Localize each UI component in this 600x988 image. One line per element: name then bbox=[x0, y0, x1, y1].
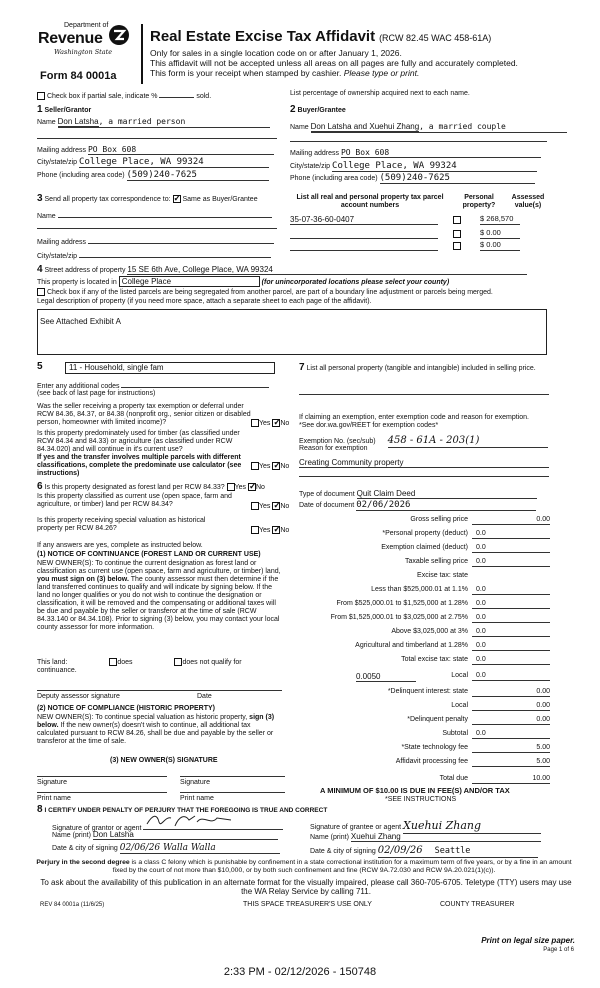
corr-city-row bbox=[37, 250, 271, 261]
dept-label: Department of bbox=[64, 22, 109, 29]
perjury-bold: Perjury in the second degree bbox=[36, 859, 130, 866]
notice2-text-a: NEW OWNER(S): To continue special valuation as historic property, bbox=[37, 714, 248, 721]
tax-row-value[interactable]: 0.00 bbox=[472, 716, 550, 725]
exemption-no-checkbox[interactable] bbox=[272, 419, 280, 427]
yes-label: Yes bbox=[259, 526, 271, 534]
land-does-not-checkbox[interactable] bbox=[174, 658, 182, 666]
grantee-sig-label: Signature of grantee or agent bbox=[310, 824, 402, 831]
seller-city-label: City/state/zip bbox=[37, 159, 78, 166]
header-line2: This affidavit will not be accepted unless all areas on all pages are fully and accurately completed. bbox=[150, 58, 518, 68]
historic-no-checkbox[interactable] bbox=[272, 526, 280, 534]
correspondence-num: 3 bbox=[37, 193, 43, 204]
notice2-text-c: If the new owner(s) doesn't wish to continue, all additional tax calculated pursuant to RCW 84.26, shall be due and payable by the seller or transferor at the time of sale. bbox=[37, 722, 274, 746]
form-number: Form 84 0001a bbox=[40, 70, 117, 82]
correspondence-row bbox=[37, 193, 258, 205]
tax-row-label: Total excise tax: state bbox=[401, 656, 468, 663]
grantor-name-value[interactable]: Don Latsha bbox=[93, 830, 278, 840]
buyer-mail-row bbox=[290, 148, 541, 158]
no-label: No bbox=[256, 484, 265, 491]
segregated-label: Check box if any of the listed parcels are being segregated from another parcel, are part of a boundary line adjustment or parcels being merged. bbox=[46, 288, 493, 296]
certify-num: 8 bbox=[37, 804, 43, 815]
local-rate-value[interactable]: 0.0050 bbox=[356, 672, 416, 682]
buyer-name-value: Don Latsha and Xuehui Zhang bbox=[310, 122, 420, 131]
timber-no-checkbox[interactable] bbox=[272, 462, 280, 470]
buyer-phone-row bbox=[290, 173, 535, 184]
doc-date-row bbox=[299, 500, 536, 511]
tax-row-value[interactable]: 0.0 bbox=[472, 642, 550, 651]
deputy-signature-label: Deputy assessor signature bbox=[37, 693, 120, 700]
notice3-title: (3) NEW OWNER(S) SIGNATURE bbox=[110, 757, 218, 764]
timber-question bbox=[37, 430, 290, 478]
corr-mail-row bbox=[37, 236, 274, 247]
dept-name: Revenue bbox=[38, 30, 103, 47]
forest-yes-checkbox[interactable] bbox=[227, 483, 235, 491]
this-land-label: This land: bbox=[37, 658, 68, 666]
no-label: No bbox=[280, 419, 290, 427]
minimum-due-note: A MINIMUM OF $10.00 IS DUE IN FEE(S) AND/OR TAX bbox=[320, 786, 510, 795]
tax-row-label: Affidavit processing fee bbox=[395, 758, 468, 765]
certify-heading-text: I CERTIFY UNDER PENALTY OF PERJURY THAT THE FOREGOING IS TRUE AND CORRECT bbox=[44, 807, 328, 814]
street-num: 4 bbox=[37, 264, 43, 275]
assessed-value[interactable]: $ 0.00 bbox=[480, 229, 520, 239]
land-qualify-row bbox=[37, 658, 242, 667]
continuance-label: continuance. bbox=[37, 667, 77, 674]
notice1-title: (1) NOTICE OF CONTINUANCE (FOREST LAND OR CURRENT USE) bbox=[37, 551, 261, 558]
grantee-date-label: Date & city of signing bbox=[310, 848, 376, 855]
list-percentage-note: List percentage of ownership acquired next to each name. bbox=[290, 90, 470, 97]
tax-row-value[interactable]: 0.0 bbox=[472, 586, 550, 595]
seller-city-row bbox=[37, 157, 269, 168]
title-code: (RCW 82.45 WAC 458-61A) bbox=[379, 33, 492, 43]
notice2-body bbox=[37, 714, 282, 746]
corr-mail-label: Mailing address bbox=[37, 239, 87, 246]
partial-sale-row bbox=[37, 90, 211, 101]
grantor-sig-label: Signature of grantor or agent bbox=[52, 825, 142, 832]
timber-yes-checkbox[interactable] bbox=[251, 462, 259, 470]
title-text: Real Estate Excise Tax Affidavit bbox=[150, 28, 376, 45]
parcel-number[interactable] bbox=[290, 229, 438, 239]
tax-row-value[interactable]: 0.00 bbox=[472, 516, 550, 525]
seller-name-label: Name bbox=[37, 119, 56, 126]
personal-property-heading bbox=[299, 362, 549, 374]
timber-question-note: If yes and the transfer involves multiple parcels with different classifications, complete the predominate use calculator (see instructions) bbox=[37, 454, 242, 478]
notice2-title: (2) NOTICE OF COMPLIANCE (HISTORIC PROPERTY) bbox=[37, 705, 215, 712]
parcel-row bbox=[290, 215, 550, 226]
tax-row-label: Total due bbox=[439, 775, 468, 782]
yes-label: Yes bbox=[259, 502, 271, 510]
land-use-select[interactable]: 11 - Household, single fam bbox=[65, 362, 275, 374]
buyer-name-label: Name bbox=[290, 124, 309, 131]
tax-row-label: *Personal property (deduct) bbox=[382, 530, 468, 537]
notice1-text-a: NEW OWNER(S): To continue the current designation as forest land or classification as current use (open space, farm and agriculture, or timber) land, bbox=[37, 560, 281, 576]
current-use-no-checkbox[interactable] bbox=[272, 502, 280, 510]
forest-num: 6 bbox=[37, 481, 43, 492]
tax-row-value[interactable]: 0.00 bbox=[472, 688, 550, 697]
location-select[interactable]: College Place bbox=[119, 276, 260, 287]
tax-row-label: Excise tax: state bbox=[417, 572, 468, 579]
same-as-buyer-label: Same as Buyer/Grantee bbox=[182, 196, 258, 203]
grantee-city-value: Seattle bbox=[434, 846, 471, 856]
personal-prop-label: List all personal property (tangible and intangible) included in selling price. bbox=[306, 365, 536, 372]
grantor-date-label: Date & city of signing bbox=[52, 845, 118, 852]
corr-mail-field[interactable] bbox=[88, 236, 274, 244]
land-does-checkbox[interactable] bbox=[109, 658, 117, 666]
segregated-row bbox=[37, 288, 493, 297]
doc-date-value[interactable]: 02/06/2026 bbox=[356, 500, 536, 511]
assessed-value[interactable]: $ 0.00 bbox=[480, 241, 520, 251]
parcel-header: List all real and personal property tax parcel account numbers bbox=[296, 194, 444, 210]
exemption-yes-no bbox=[251, 419, 289, 428]
street-label: Street address of property bbox=[44, 267, 126, 274]
tax-row-value[interactable]: 0.0 bbox=[472, 544, 550, 553]
no-label: No bbox=[280, 502, 290, 510]
alt-format-notice: To ask about the availability of this publication in an alternate format for the visually impaired, please call 360-705-6705. Teletype (TTY) users may use the WA Relay Service by calling 711. bbox=[40, 878, 572, 897]
grantor-date-value[interactable]: 02/06/26 Walla Walla bbox=[120, 843, 280, 854]
historic-yes-checkbox[interactable] bbox=[251, 526, 259, 534]
tax-row-value[interactable]: 5.00 bbox=[472, 744, 550, 753]
seller-name-row bbox=[37, 117, 277, 128]
tax-row-label: *State technology fee bbox=[401, 744, 468, 751]
seller-mail-value[interactable]: PO Box 608 bbox=[88, 145, 274, 155]
reason-label: Reason for exemption bbox=[299, 445, 368, 452]
tax-row-label: Local bbox=[451, 702, 468, 709]
forest-question bbox=[37, 481, 287, 493]
tax-row-label: *Delinquent penalty bbox=[407, 716, 468, 723]
legal-description-value: See Attached Exhibit A bbox=[40, 317, 121, 326]
seller-name-line2 bbox=[37, 138, 277, 139]
seller-name-suffix: , a married person bbox=[98, 117, 186, 126]
buyer-num: 2 bbox=[290, 104, 296, 115]
no-label: No bbox=[280, 462, 290, 470]
owner-signature-line-2[interactable] bbox=[180, 776, 285, 777]
buyer-phone-value[interactable]: (509)240-7625 bbox=[380, 173, 535, 184]
tax-row-value[interactable]: 0.0 bbox=[472, 600, 550, 609]
notice2-text-b: sign (3) below. bbox=[37, 714, 275, 730]
no-label: No bbox=[280, 526, 290, 534]
exemption-yes-checkbox[interactable] bbox=[251, 419, 259, 427]
exemption-instr-b: *See dor.wa.gov/REET for exemption codes* bbox=[299, 422, 439, 430]
tax-row-value[interactable]: 0.00 bbox=[472, 702, 550, 711]
local-value[interactable]: 0.0 bbox=[472, 672, 550, 681]
legal-description-box[interactable] bbox=[37, 309, 547, 355]
print-name-label: Print name bbox=[37, 795, 71, 802]
tax-row-label: From $1,525,000.01 to $3,025,000 at 2.75% bbox=[330, 614, 468, 621]
treasurer-use-label: THIS SPACE TREASURER'S USE ONLY bbox=[243, 901, 372, 908]
buyer-city-label: City/state/zip bbox=[290, 163, 331, 170]
tax-row-label: Above $3,025,000 at 3% bbox=[391, 628, 468, 635]
tax-row-value[interactable]: 5.00 bbox=[472, 758, 550, 767]
buyer-city-value[interactable]: College Place, WA 99324 bbox=[332, 161, 537, 172]
tax-row-label: Agricultural and timberland at 1.28% bbox=[355, 642, 468, 649]
grantee-name-row bbox=[310, 832, 541, 842]
dor-logo bbox=[38, 22, 130, 62]
print-timestamp: 2:33 PM - 02/12/2026 - 150748 bbox=[223, 966, 377, 978]
see-instructions-note: *SEE INSTRUCTIONS bbox=[385, 796, 457, 803]
corr-city-label: City/state/zip bbox=[37, 253, 78, 260]
seller-phone-label: Phone (including area code) bbox=[37, 172, 125, 179]
assessed-header: Assessed value(s) bbox=[511, 194, 545, 210]
reason-line2[interactable] bbox=[299, 476, 549, 477]
buyer-mail-value[interactable]: PO Box 608 bbox=[341, 148, 541, 158]
personal-prop-num: 7 bbox=[299, 362, 305, 373]
current-use-question-text: Is this property classified as current use (open space, farm and agriculture, or timber) land per RCW 84.34? bbox=[37, 493, 232, 509]
personal-header: Personal property? bbox=[462, 194, 496, 210]
tax-table bbox=[290, 516, 550, 806]
exemption-no-value[interactable]: 458 - 61A - 203(1) bbox=[388, 435, 548, 448]
grantor-signature-field[interactable] bbox=[143, 818, 283, 830]
grantee-date-row bbox=[310, 845, 538, 858]
yes-label: Yes bbox=[234, 484, 247, 491]
does-not-label: does not qualify for bbox=[182, 658, 242, 666]
grantor-date-row bbox=[52, 843, 280, 854]
partial-sale-field[interactable] bbox=[159, 90, 194, 98]
header-line3-text: This form is your receipt when stamped by cashier. bbox=[150, 68, 342, 78]
current-use-yes-no bbox=[251, 502, 289, 511]
grantee-name-label: Name (print) bbox=[310, 834, 349, 841]
county-treasurer-label: COUNTY TREASURER bbox=[440, 901, 515, 908]
seller-mail-label: Mailing address bbox=[37, 147, 87, 154]
tax-row-value[interactable]: 0.0 bbox=[472, 558, 550, 567]
header-line3-em: Please type or print. bbox=[343, 68, 420, 78]
buyer-mail-label: Mailing address bbox=[290, 150, 340, 157]
current-use-yes-checkbox[interactable] bbox=[251, 502, 259, 510]
state-label: Washington State bbox=[54, 48, 113, 56]
grantee-signature-field[interactable]: Xuehui Zhang bbox=[403, 820, 541, 834]
reason-value[interactable]: Creating Community property bbox=[299, 458, 549, 468]
doc-type-row bbox=[299, 489, 537, 499]
segregated-checkbox[interactable] bbox=[37, 288, 45, 296]
print-name-label: Print name bbox=[180, 795, 214, 802]
tax-row-value[interactable]: 0.0 bbox=[472, 730, 550, 739]
grantor-signature-mark bbox=[145, 812, 235, 830]
legal-desc-label: Legal description of property (if you need more space, attach a separate sheet to each page of the affidavit). bbox=[37, 298, 372, 305]
exemption-instructions bbox=[299, 414, 549, 430]
grantor-name-label: Name (print) bbox=[52, 832, 91, 839]
buyer-name-row bbox=[290, 122, 567, 133]
tax-row-value[interactable]: 10.00 bbox=[472, 775, 550, 784]
if-yes-note: If any answers are yes, complete as instructed below. bbox=[37, 542, 203, 549]
street-address-row bbox=[37, 264, 527, 276]
owner-print-line-2[interactable] bbox=[180, 792, 285, 793]
additional-codes-label: Enter any additional codes bbox=[37, 383, 120, 390]
header-line3 bbox=[150, 69, 419, 79]
parcel-number[interactable] bbox=[290, 241, 438, 251]
located-row bbox=[37, 276, 449, 287]
local-label: Local bbox=[451, 672, 468, 679]
doc-type-value[interactable]: Quit Claim Deed bbox=[357, 489, 537, 499]
corr-name-field[interactable] bbox=[58, 210, 272, 218]
signature-label: Signature bbox=[37, 779, 67, 786]
buyer-name-field[interactable] bbox=[311, 122, 567, 133]
deputy-signature-line[interactable] bbox=[37, 690, 282, 691]
grantee-date-value: 02/09/26 bbox=[377, 845, 423, 856]
forest-question-text: Is this property designated as forest land per RCW 84.33? bbox=[44, 484, 225, 491]
additional-codes-field[interactable] bbox=[121, 380, 269, 388]
seller-city-value[interactable]: College Place, WA 99324 bbox=[79, 157, 269, 168]
historic-question-text: Is this property receiving special valuation as historical property per RCW 84.26? bbox=[37, 517, 206, 533]
seller-phone-row bbox=[37, 170, 269, 181]
corr-name-line2 bbox=[37, 228, 277, 229]
legal-paper-note: Print on legal size paper. bbox=[481, 936, 575, 945]
seller-mail-row bbox=[37, 145, 274, 155]
exemption-question bbox=[37, 403, 290, 427]
seller-num: 1 bbox=[37, 104, 43, 115]
personal-property-checkbox[interactable] bbox=[453, 230, 461, 238]
exemption-instr-a: If claiming an exemption, enter exemption code and reason for exemption. bbox=[299, 414, 529, 421]
forest-no-checkbox[interactable] bbox=[248, 483, 256, 491]
tax-row-label: Taxable selling price bbox=[404, 558, 468, 565]
tax-row-value[interactable]: 0.0 bbox=[472, 628, 550, 637]
parcel-row bbox=[290, 241, 550, 252]
header-line1: Only for sales in a single location code on or after January 1, 2026. bbox=[150, 48, 402, 58]
title-rule bbox=[141, 24, 143, 84]
corr-name-row bbox=[37, 210, 272, 221]
timber-question-text: Is this property predominately used for timber (as classified under RCW 84.34 and 84.33) or agriculture (as classified under RCW 84.34.020) and will continue in it's current use? bbox=[37, 430, 240, 454]
parcel-row bbox=[290, 229, 550, 240]
partial-sale-label: Check box if partial sale, indicate % bbox=[46, 93, 158, 100]
located-note: (for unincorporated locations please select your county) bbox=[261, 279, 450, 286]
seller-heading bbox=[37, 104, 91, 116]
correspondence-label: Send all property tax correspondence to: bbox=[44, 196, 171, 203]
tax-row-label: Less than $525,000.01 at 1.1% bbox=[371, 586, 468, 593]
perjury-notice bbox=[30, 859, 578, 875]
buyer-heading bbox=[290, 104, 346, 116]
corr-name-label: Name bbox=[37, 213, 56, 220]
parcel-number[interactable]: 35-07-36-60-0407 bbox=[290, 215, 438, 225]
current-use-question bbox=[37, 493, 290, 510]
personal-property-checkbox[interactable] bbox=[453, 242, 461, 250]
exemption-no-label: Exemption No. (sec/sub) bbox=[299, 438, 376, 445]
corr-city-field[interactable] bbox=[79, 250, 271, 258]
tax-row-label: Gross selling price bbox=[410, 516, 468, 523]
notice1-body bbox=[37, 560, 282, 632]
buyer-city-row bbox=[290, 161, 537, 172]
owner-print-line-1[interactable] bbox=[37, 792, 167, 793]
tax-row-label: *Delinquent interest: state bbox=[387, 688, 468, 695]
historic-yes-no bbox=[251, 526, 289, 535]
page-number: Page 1 of 6 bbox=[543, 947, 574, 953]
deputy-date-label: Date bbox=[197, 693, 212, 700]
buyer-heading-text: Buyer/Grantee bbox=[297, 107, 346, 114]
tax-row-value[interactable]: 0.0 bbox=[472, 614, 550, 623]
assessed-value[interactable]: $ 268,570 bbox=[480, 215, 520, 225]
tax-row-value[interactable]: 0.0 bbox=[472, 530, 550, 539]
notice1-text-c: The county assessor must then determine if the land transferred continues to qualify and will indicate by signing below. If the land no longer qualifies or you do not wish to continue the designation or classification, it will be removed and the compensating or additional taxes will be due and payable by the seller or transferor at the time of sale (RCW 84.33.140 or 84.34.108). Prior to signing (3) below, you may contact your local county assessor for more information. bbox=[37, 576, 280, 632]
exemption-question-text: Was the seller receiving a property tax exemption or deferral under RCW 84.36, 84.37, or 84.38 (nonprofit org., senior citizen or disabled person, homeowner with limited income)? bbox=[37, 403, 251, 427]
tax-row-value[interactable]: 0.0 bbox=[472, 656, 550, 665]
same-as-buyer-checkbox[interactable] bbox=[173, 195, 181, 203]
yes-label: Yes bbox=[259, 419, 271, 427]
seller-name-field[interactable] bbox=[58, 117, 270, 128]
signature-label: Signature bbox=[180, 779, 210, 786]
yes-label: Yes bbox=[259, 462, 271, 470]
tax-row-label: Exemption claimed (deduct) bbox=[381, 544, 468, 551]
tax-row-label: Subtotal bbox=[442, 730, 468, 737]
buyer-name-line2 bbox=[290, 141, 547, 142]
doc-date-label: Date of document bbox=[299, 502, 355, 509]
owner-signature-line-1[interactable] bbox=[37, 776, 167, 777]
buyer-phone-label: Phone (including area code) bbox=[290, 175, 378, 182]
partial-sale-sold: sold. bbox=[196, 93, 212, 100]
land-use-num: 5 bbox=[37, 361, 43, 372]
wa-logo-icon bbox=[108, 24, 130, 46]
tax-row-label: From $525,000.01 to $1,525,000 at 1.28% bbox=[336, 600, 468, 607]
timber-yes-no bbox=[251, 462, 289, 471]
does-label: does bbox=[117, 658, 133, 666]
grantee-name-value[interactable]: Xuehui Zhang bbox=[351, 832, 541, 842]
seller-phone-value[interactable]: (509)240-7625 bbox=[127, 170, 269, 181]
doc-type-label: Type of document bbox=[299, 491, 355, 498]
grantee-date-field[interactable] bbox=[378, 845, 538, 858]
notice1-text-b: you must sign on (3) below. bbox=[37, 576, 129, 584]
see-back-note: (see back of last page for instructions) bbox=[37, 390, 156, 397]
seller-name-value: Don Latsha bbox=[57, 117, 99, 126]
partial-sale-checkbox[interactable] bbox=[37, 92, 45, 100]
seller-heading-text: Seller/Grantor bbox=[44, 107, 92, 114]
personal-property-checkbox[interactable] bbox=[453, 216, 461, 224]
perjury-text: is a class C felony which is punishable by confinement in a state correctional institution for a maximum term of five years, or by a fine in an amount fixed by the court of not more than $10,000, or by both such confinement and fine (RCW 9A.72.030 and RCW 9A.20.021(1)(c)). bbox=[112, 859, 572, 874]
located-label: This property is located in bbox=[37, 279, 117, 286]
personal-property-line[interactable] bbox=[299, 394, 549, 395]
form-title bbox=[150, 28, 491, 45]
grantor-name-row bbox=[52, 830, 278, 840]
street-address-value[interactable]: 15 SE 6th Ave, College Place, WA 99324 bbox=[127, 265, 527, 275]
buyer-name-suffix: , a married couple bbox=[419, 122, 506, 131]
historic-question bbox=[37, 517, 290, 534]
revision-label: REV 84 0001a (11/6/25) bbox=[40, 902, 105, 908]
